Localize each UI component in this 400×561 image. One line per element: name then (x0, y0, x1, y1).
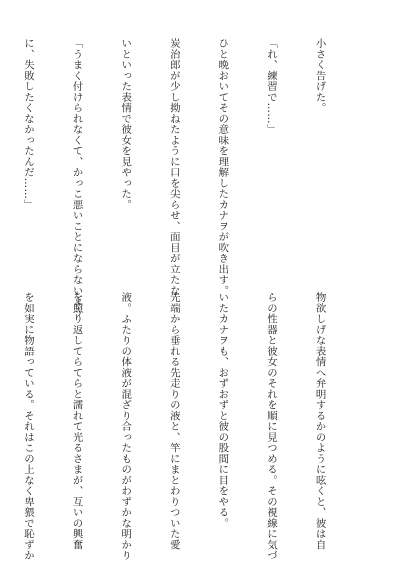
text-line: 「うまく付けられなくて、かっこ悪いことにならないよう (70, 38, 83, 318)
text-line: 小さく告げた。 (313, 38, 326, 114)
text-line: いといった表情で彼女を見やった。 (119, 38, 132, 210)
text-line: 炭治郎が少し拗ねたように口を尖らせ、面目が立たな (167, 38, 180, 296)
text-line: を如実に物語っている。それはこの上なく卑猥で恥ずか (21, 292, 34, 561)
text-line: 先端から垂れる先走りの液と、竿にまとわりついた愛 (167, 292, 180, 550)
text-block-bottom (21, 292, 360, 561)
text-line: 「れ、練習で……」 (264, 38, 277, 135)
text-line: らの性器と彼女のそれを順に見つめる。その視線に気づ (264, 292, 277, 561)
text-block-top (21, 38, 360, 318)
text-line: いたカナヲも、おずおずと彼の股間に目をやる。 (216, 292, 229, 529)
text-line: 液。ふたりの体液が混ざり合ったものがわずかな明かり (119, 292, 132, 561)
text-line: ひと晩おいてその意味を理解したカナヲが吹き出す。 (216, 38, 229, 296)
text-line: を照り返してらてらと濡れて光るさまが、互いの興奮 (70, 292, 83, 550)
text-line: 物欲しげな表情へ弁明するかのように呟くと、彼は自 (313, 292, 326, 550)
text-line: に、失敗したくなかったんだ……」 (21, 38, 34, 210)
